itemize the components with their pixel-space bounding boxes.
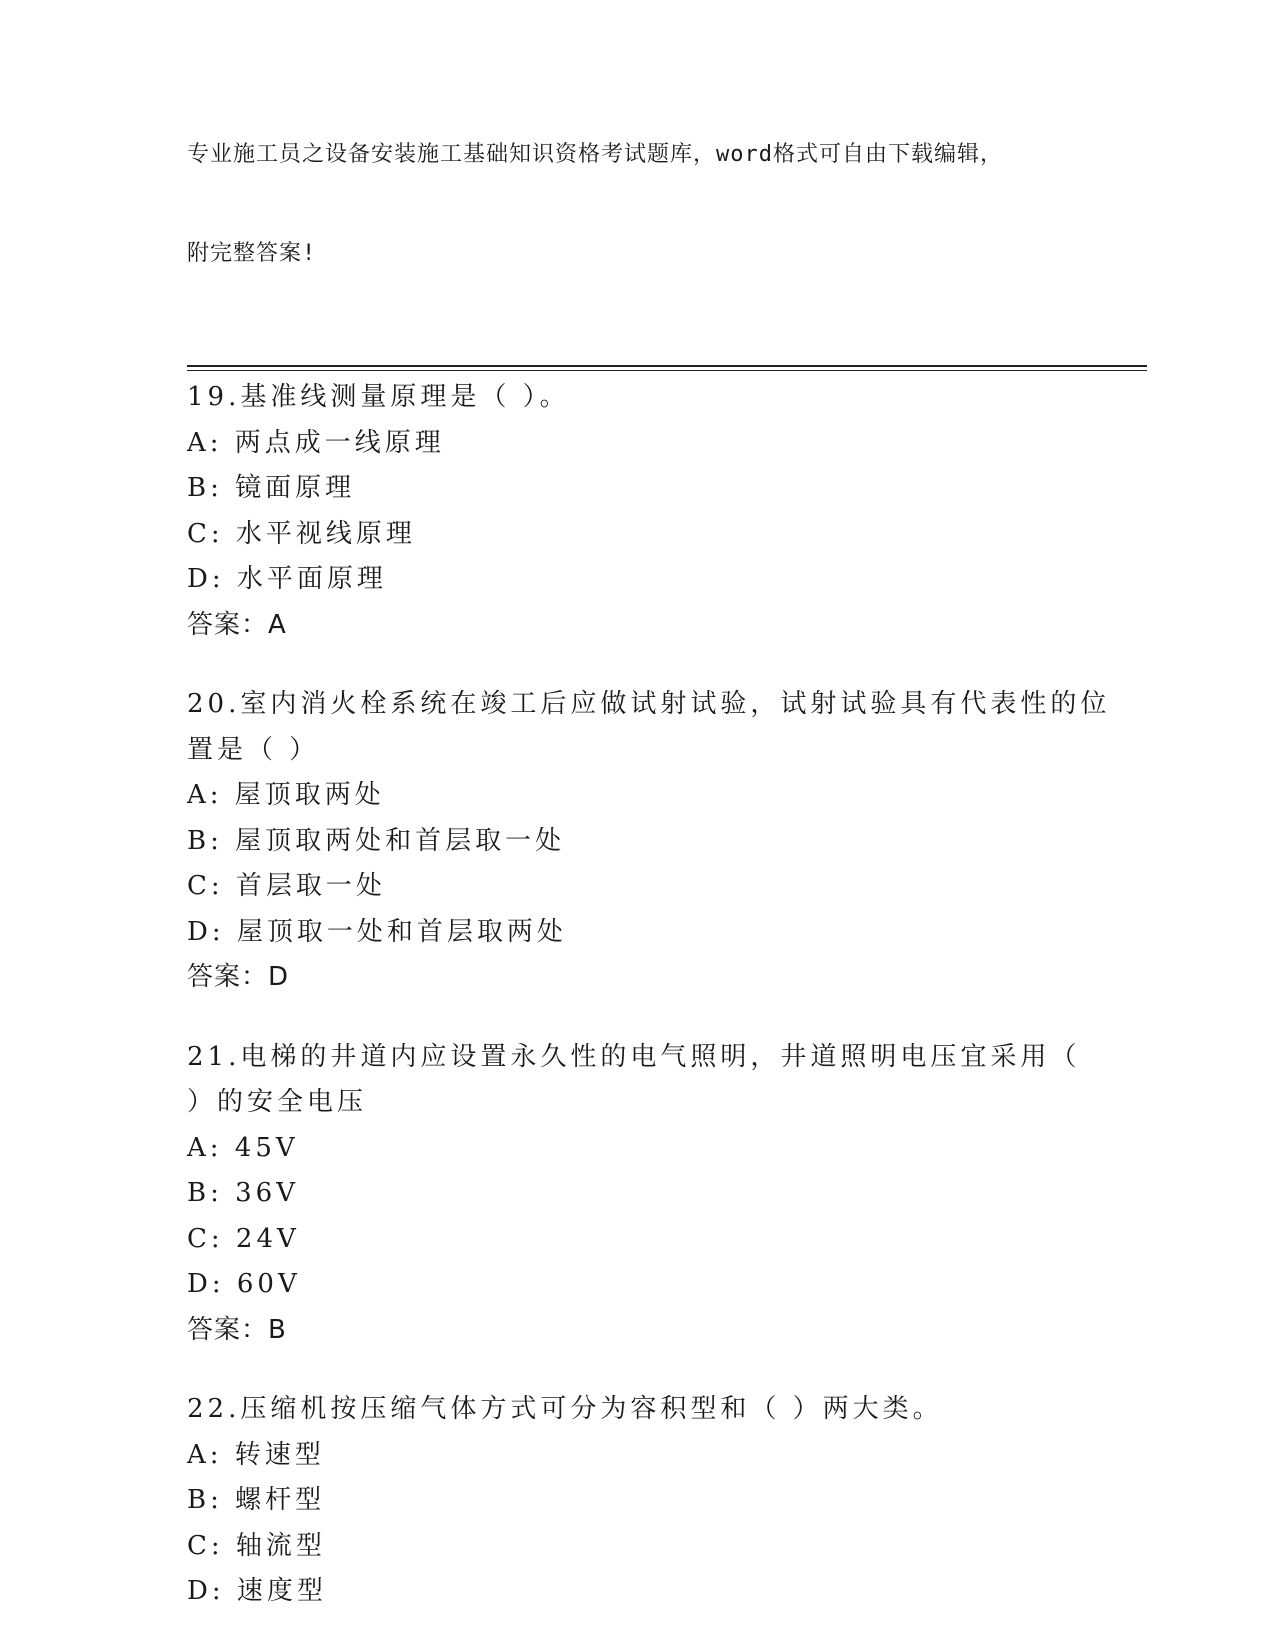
question-stem-line-1: 22.压缩机按压缩气体方式可分为容积型和（ ）两大类。 <box>187 1394 943 1424</box>
option-a: A: 转速型 <box>187 1439 325 1470</box>
question-list <box>187 375 1147 1615</box>
option-d: D: 60V <box>187 1269 301 1299</box>
option-d: D: 水平面原理 <box>187 564 387 594</box>
option-c: C: 24V <box>187 1223 300 1254</box>
question-stem-line-1: 21.电梯的井道内应设置永久性的电气照明，井道照明电压宜采用（ <box>187 1041 1081 1072</box>
answer-label: 答案：B <box>187 1314 287 1345</box>
question-19 <box>187 375 1147 648</box>
question-22 <box>187 1387 1147 1615</box>
option-d: D: 屋顶取一处和首层取两处 <box>187 916 567 947</box>
question-stem-line-1: 20.室内消火栓系统在竣工后应做试射试验，试射试验具有代表性的位 <box>187 689 1111 719</box>
option-a: A: 两点成一线原理 <box>187 427 445 458</box>
question-stem-line-2: ）的安全电压 <box>187 1087 368 1117</box>
option-b: B: 36V <box>187 1178 299 1208</box>
question-stem-line-1: 19.基准线测量原理是（ ）。 <box>187 382 570 412</box>
option-a: A: 屋顶取两处 <box>187 780 385 810</box>
answer-label: 答案：D <box>187 962 290 992</box>
option-c: C: 水平视线原理 <box>187 518 416 549</box>
answer-label: 答案：A <box>187 609 287 640</box>
header-double-rule <box>187 365 1147 367</box>
option-c: C: 首层取一处 <box>187 871 386 901</box>
option-b: B: 镜面原理 <box>187 473 356 503</box>
question-stem <box>187 375 1067 421</box>
option-a: A: 45V <box>187 1132 299 1163</box>
option-b: B: 屋顶取两处和首层取一处 <box>187 825 566 856</box>
question-stem-line-2: 置是（ ） <box>187 734 320 765</box>
question-20 <box>187 682 1147 1001</box>
option-b: B: 螺杆型 <box>187 1485 326 1515</box>
option-d: D: 速度型 <box>187 1576 327 1606</box>
document-page <box>187 72 1147 1649</box>
option-c: C: 轴流型 <box>187 1530 326 1561</box>
header-title-line-1: 专业施工员之设备安装施工基础知识资格考试题库，word格式可自由下载编辑， <box>187 142 1003 167</box>
header-title-line-2: 附完整答案! <box>187 241 317 266</box>
question-21 <box>187 1035 1147 1354</box>
document-header <box>187 72 1067 336</box>
